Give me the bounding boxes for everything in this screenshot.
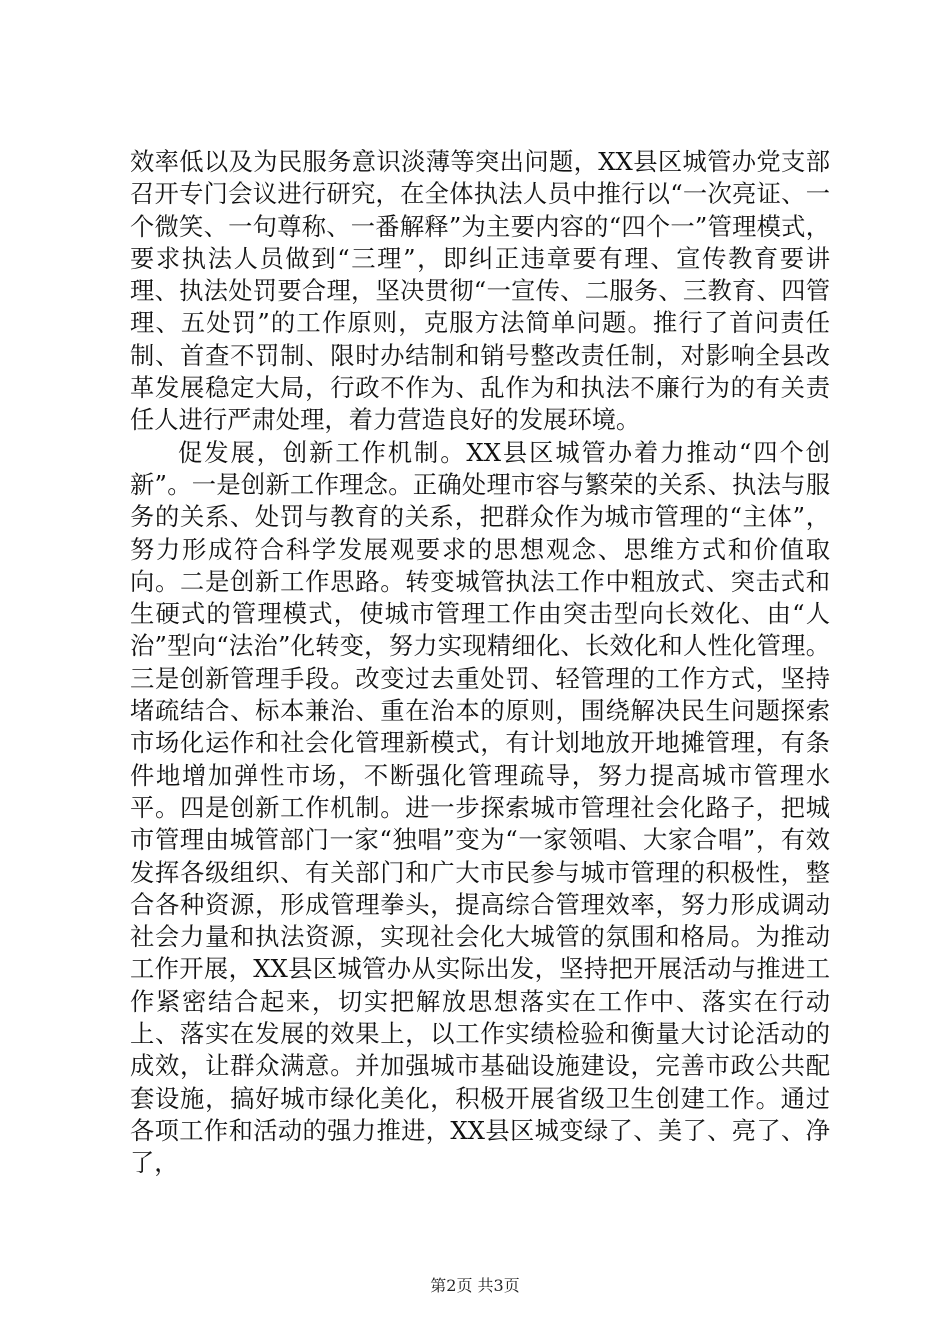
paragraph-continuation: 效率低以及为民服务意识淡薄等突出问题，XX县区城管办党支部召开专门会议进行研究，在全体执法人员中推行以“一次亮证、一个微笑、一句尊称、一番解释”为主要内容的“四个一”管理模式，要求执法人员做到“三理”，即纠正违章要有理、宣传教育要讲理、执法处罚要合理，坚决贯彻“一宣传、二服务、三教育、四管理、五处罚”的工作原则，克服方法简单问题。推行了首问责任制、首查不罚制、限时办结制和销号整改责任制，对影响全县改革发展稳定大局，行政不作为、乱作为和执法不廉行为的有关责任人进行严肃处理，着力营造良好的发展环境。 xyxy=(130,147,830,435)
page-number-footer: 第2页 共3页 xyxy=(430,1276,520,1295)
document-body xyxy=(130,146,830,1180)
paragraph-innovation: 促发展，创新工作机制。XX县区城管办着力推动“四个创新”。一是创新工作理念。正确处理市容与繁荣的关系、执法与服务的关系、处罚与教育的关系，把群众作为城市管理的“主体”，努力形成符合科学发展观要求的思想观念、思维方式和价值取向。二是创新工作思路。转变城管执法工作中粗放式、突击式和生硬式的管理模式，使城市管理工作由突击型向长效化、由“人治”型向“法治”化转变，努力实现精细化、长效化和人性化管理。三是创新管理手段。改变过去重处罚、轻管理的工作方式，坚持堵疏结合、标本兼治、重在治本的原则，围绕解决民生问题探索市场化运作和社会化管理新模式，有计划地放开地摊管理，有条件地增加弹性市场，不断强化管理疏导，努力提高城市管理水平。四是创新工作机制。进一步探索城市管理社会化路子，把城市管理由城管部门一家“独唱”变为“一家领唱、大家合唱”，有效发挥各级组织、有关部门和广大市民参与城市管理的积极性，整合各种资源，形成管理拳头，提高综合管理效率，努力形成调动社会力量和执法资源，实现社会化大城管的氛围和格局。为推动工作开展，XX县区城管办从实际出发，坚持把开展活动与推进工作紧密结合起来，切实把解放思想落实在工作中、落实在行动上、落实在发展的效果上，以工作实绩检验和衡量大讨论活动的成效，让群众满意。并加强城市基础设施建设，完善市政公共配套设施，搞好城市绿化美化，积极开展省级卫生创建工作。通过各项工作和活动的强力推进，XX县区城变绿了、美了、亮了、净了， xyxy=(130,437,830,1178)
